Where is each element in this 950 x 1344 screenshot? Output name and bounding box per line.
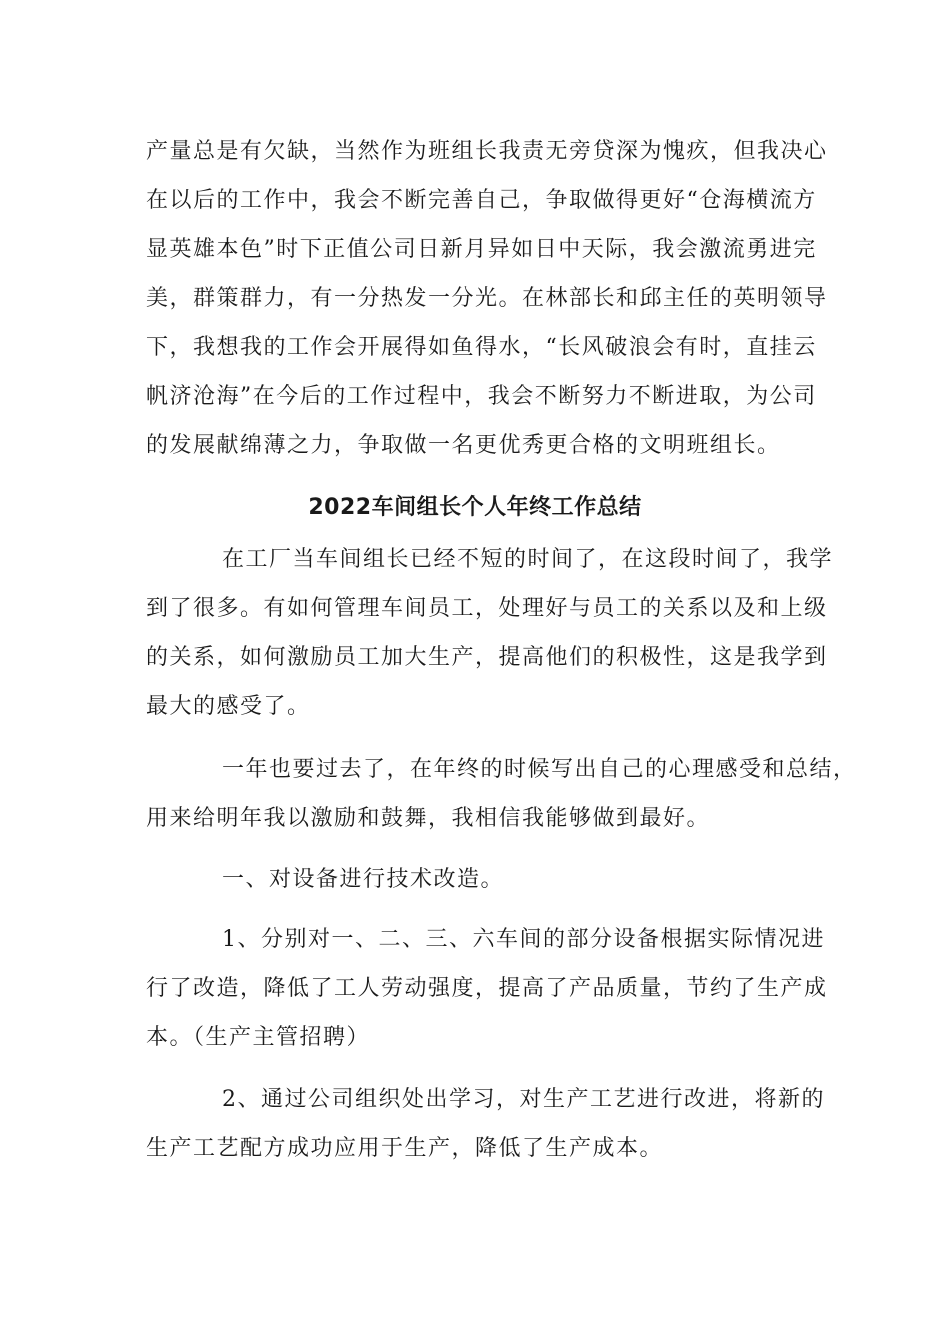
paragraph-line: 在工厂当车间组长已经不短的时间了，在这段时间了，我学 (222, 547, 834, 572)
text-line: 下，我想我的工作会开展得如鱼得水，“长风破浪会有时，直挂云 (146, 335, 817, 360)
text-line: 帆济沧海”在今后的工作过程中，我会不断努力不断进取，为公司 (146, 384, 817, 409)
paragraph-line: 用来给明年我以激励和鼓舞，我相信我能够做到最好。 (146, 806, 711, 831)
text-line: 的发展献绵薄之力，争取做一名更优秀更合格的文明班组长。 (146, 433, 781, 458)
paragraph-line: 一年也要过去了，在年终的时候写出自己的心理感受和总结， (222, 757, 857, 782)
text-line: 在以后的工作中，我会不断完善自己，争取做得更好“仓海横流方 (146, 188, 817, 213)
text-line: 产量总是有欠缺，当然作为班组长我责无旁贷深为愧疚，但我决心 (146, 139, 828, 164)
section-title: 2022车间组长个人年终工作总结 (308, 495, 642, 520)
text-line: 美，群策群力，有一分热发一分光。在林部长和邱主任的英明领导 (146, 286, 828, 311)
paragraph-line: 到了很多。有如何管理车间员工，处理好与员工的关系以及和上级 (146, 596, 828, 621)
paragraph-line: 1、分别对一、二、三、六车间的部分设备根据实际情况进 (222, 927, 825, 952)
paragraph-line: 2、通过公司组织处出学习，对生产工艺进行改进，将新的 (222, 1087, 825, 1112)
paragraph-line: 本。（生产主管招聘） (146, 1025, 371, 1050)
paragraph-line: 行了改造，降低了工人劳动强度，提高了产品质量，节约了生产成 (146, 976, 828, 1001)
paragraph-line: 最大的感受了。 (146, 694, 311, 719)
paragraph-line: 生产工艺配方成功应用于生产，降低了生产成本。 (146, 1136, 664, 1161)
paragraph-line: 一、对设备进行技术改造。 (222, 867, 505, 892)
text-line: 显英雄本色”时下正值公司日新月异如日中天际，我会激流勇进完 (146, 237, 817, 262)
paragraph-line: 的关系，如何激励员工加大生产，提高他们的积极性，这是我学到 (146, 645, 828, 670)
